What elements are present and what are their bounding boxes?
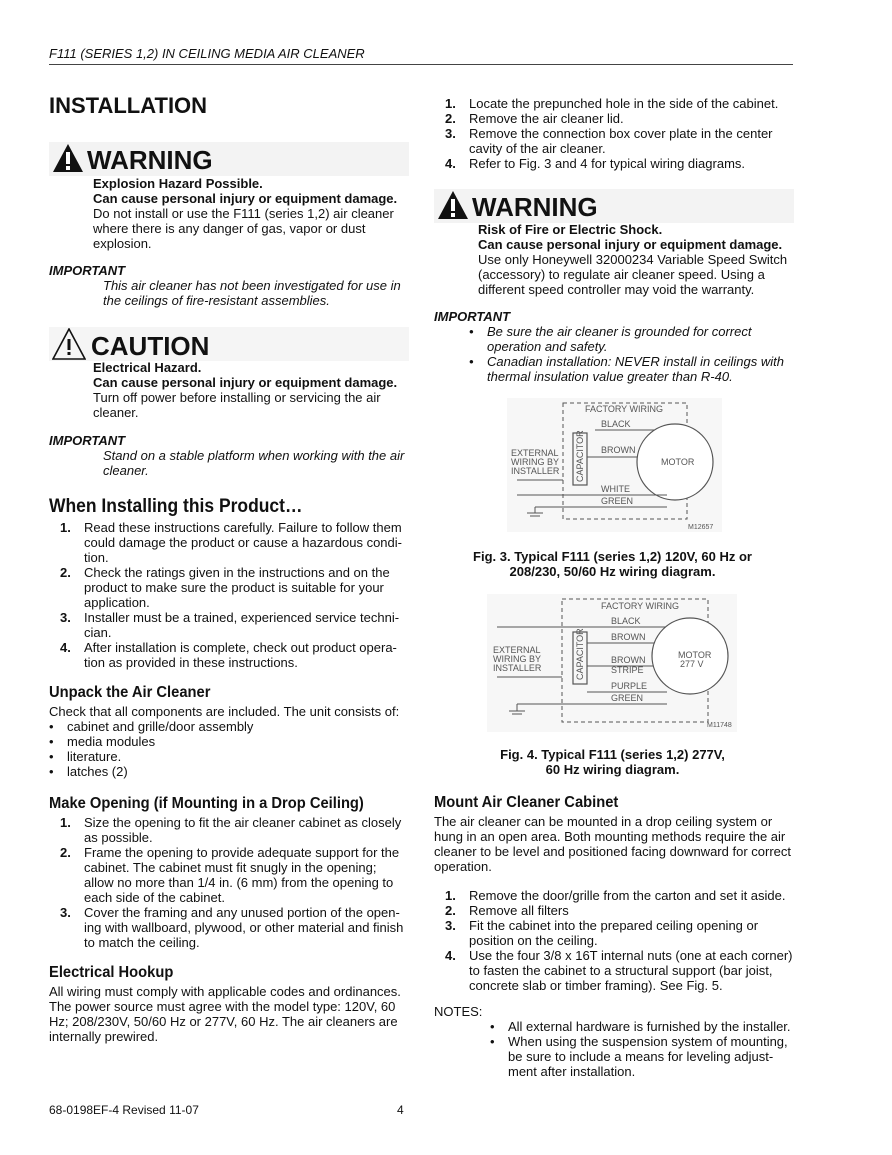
warning-explosion-text bbox=[93, 176, 411, 251]
warning-word: WARNING bbox=[472, 192, 598, 222]
warning-body: Do not install or use the F111 (series 1,2) air cleaner where there is any danger of gas, vapor or dust explosion. bbox=[93, 206, 394, 251]
mount-intro: The air cleaner can be mounted in a drop ceiling system or hung in an open area. Both mounting methods require the air cleaner to be level and positioned facing downward for correct operation. bbox=[434, 814, 791, 874]
caution-line1: Electrical Hazard. bbox=[93, 360, 202, 375]
list-item: 2. Remove the air cleaner lid. bbox=[445, 111, 624, 126]
list-item: 3. Remove the connection box cover plate in the center cavity of the air cleaner. bbox=[445, 126, 773, 156]
electrical-hookup-heading: Electrical Hookup bbox=[49, 964, 174, 981]
list-item: 4. Refer to Fig. 3 and 4 for typical wiring diagrams. bbox=[445, 156, 746, 171]
warning-line1: Explosion Hazard Possible. bbox=[93, 176, 263, 191]
fig3-ext-label-3: INSTALLER bbox=[511, 466, 560, 476]
caution-line2: Can cause personal injury or equipment damage. bbox=[93, 375, 398, 390]
fig3-brown-label: BROWN bbox=[601, 445, 636, 455]
fig3-white-label: WHITE bbox=[601, 484, 630, 494]
important-label-1: IMPORTANT bbox=[49, 263, 126, 278]
list-item: 4. After installation is complete, check out product opera-tion as provided in these instructions. bbox=[60, 640, 397, 670]
mount-steps-list bbox=[434, 888, 794, 993]
fig4-ext-label-1: EXTERNAL bbox=[493, 645, 541, 655]
warning-triangle-icon bbox=[437, 190, 469, 220]
caution-triangle-icon bbox=[52, 328, 86, 360]
list-item: 3. Fit the cabinet into the prepared ceiling opening or position on the ceiling. bbox=[445, 918, 759, 948]
unpack-heading: Unpack the Air Cleaner bbox=[49, 684, 211, 701]
fig4-ext-label-3: INSTALLER bbox=[493, 663, 542, 673]
fig4-brown-stripe-label-1: BROWN bbox=[611, 655, 646, 665]
warning-line2: Can cause personal injury or equipment damage. bbox=[478, 237, 783, 252]
unpack-intro: Check that all components are included. The unit consists of: bbox=[49, 704, 400, 719]
footer-doc-number: 68-0198EF-4 Revised 11-07 bbox=[49, 1103, 199, 1117]
mount-heading: Mount Air Cleaner Cabinet bbox=[434, 794, 619, 811]
fig3-motor-label: MOTOR bbox=[661, 457, 695, 467]
fig3-black-label: BLACK bbox=[601, 419, 631, 429]
list-item: 2. Check the ratings given in the instructions and on the product to make sure the product is suitable for your application. bbox=[60, 565, 390, 610]
fig4-code: M11748 bbox=[707, 722, 732, 729]
fig4-factory-label: FACTORY WIRING bbox=[601, 601, 680, 611]
notes-list bbox=[490, 1019, 795, 1079]
important-label-2: IMPORTANT bbox=[49, 433, 126, 448]
fig3-ext-label-1: EXTERNAL bbox=[511, 448, 559, 458]
warning-line1: Risk of Fire or Electric Shock. bbox=[478, 222, 663, 237]
running-header: F111 (SERIES 1,2) IN CEILING MEDIA AIR CLEANER bbox=[49, 46, 365, 61]
list-item: • All external hardware is furnished by the installer. bbox=[490, 1019, 795, 1034]
when-installing-heading: When Installing this Product… bbox=[49, 496, 303, 517]
fig3-caption-line1: Fig. 3. Typical F111 (series 1,2) 120V, 60 Hz or bbox=[473, 549, 752, 564]
warning-triangle-icon bbox=[52, 143, 84, 173]
fig4-ext-label-2: WIRING BY bbox=[493, 654, 542, 664]
fig4-caption-line2: 60 Hz wiring diagram. bbox=[545, 762, 680, 777]
warning-signal-explosion bbox=[49, 142, 409, 176]
make-opening-list bbox=[49, 815, 409, 950]
warning-body: Use only Honeywell 32000234 Variable Speed Switch (accessory) to regulate air cleaner speed. Using a different speed controller may void the warranty. bbox=[478, 252, 788, 297]
caution-word: CAUTION bbox=[91, 331, 210, 361]
list-item: • literature. bbox=[49, 749, 409, 764]
notes-label: NOTES: bbox=[434, 1004, 483, 1019]
important-text-1: This air cleaner has not been investigated for use in the ceilings of fire-resistant assemblies. bbox=[103, 278, 401, 308]
important-text-2: Stand on a stable platform when working with the air cleaner. bbox=[103, 448, 405, 478]
fig4-capacitor-label: CAPACITOR bbox=[575, 628, 585, 680]
unpack-list bbox=[49, 719, 409, 779]
list-item: 4. Use the four 3/8 x 16T internal nuts (one at each corner) to fasten the cabinet to a structural support (bar joist, concrete slab or timber framing). See Fig. 5. bbox=[445, 948, 793, 993]
when-installing-list bbox=[49, 520, 409, 670]
installation-title: INSTALLATION bbox=[49, 93, 208, 118]
fig3-caption-line2: 208/230, 50/60 Hz wiring diagram. bbox=[509, 564, 716, 579]
fig4-black-label: BLACK bbox=[611, 616, 641, 626]
list-item: 2. Frame the opening to provide adequate support for the cabinet. The cabinet must fit snugly in the opening; allow no more than 1/4 in. (6 mm) from the opening to each side of the cabinet. bbox=[60, 845, 400, 905]
warning-word: WARNING bbox=[87, 145, 213, 175]
list-item: 2. Remove all filters bbox=[445, 903, 569, 918]
list-item: • media modules bbox=[49, 734, 409, 749]
list-item: • Be sure the air cleaner is grounded for correct operation and safety. bbox=[469, 324, 789, 354]
list-item: • cabinet and grille/door assembly bbox=[49, 719, 409, 734]
wiring-steps-list bbox=[434, 96, 794, 171]
fig3-green-label: GREEN bbox=[601, 496, 634, 506]
list-item: 3. Cover the framing and any unused portion of the open-ing with wallboard, plywood, or other material and finish to match the ceiling. bbox=[60, 905, 404, 950]
fig4-motor-label-2: 277 V bbox=[680, 659, 704, 669]
important-label-3: IMPORTANT bbox=[434, 309, 511, 324]
important-list-3 bbox=[469, 324, 789, 384]
footer-page-number: 4 bbox=[397, 1103, 404, 1117]
list-item: • Canadian installation: NEVER install in ceilings with thermal insulation value greater than R-40. bbox=[469, 354, 789, 384]
fig4-caption-line1: Fig. 4. Typical F111 (series 1,2) 277V, bbox=[500, 747, 725, 762]
fig4-purple-label: PURPLE bbox=[611, 681, 648, 691]
fig3-wiring-diagram bbox=[507, 398, 722, 532]
fig4-caption bbox=[440, 747, 785, 777]
fig4-brown-label: BROWN bbox=[611, 632, 646, 642]
make-opening-heading: Make Opening (if Mounting in a Drop Ceiling) bbox=[49, 795, 364, 812]
fig3-caption bbox=[440, 549, 785, 579]
list-item: 1. Size the opening to fit the air cleaner cabinet as closely as possible. bbox=[60, 815, 402, 845]
electrical-hookup-text: All wiring must comply with applicable codes and ordinances. The power source must agree with the model type: 120V, 60 Hz; 208/230V, 50/60 Hz or 277V, 60 Hz. The air cleaners are internally prewired. bbox=[49, 984, 401, 1044]
warning-fire-text bbox=[478, 222, 796, 297]
warning-line2: Can cause personal injury or equipment damage. bbox=[93, 191, 398, 206]
list-item: 1. Remove the door/grille from the carton and set it aside. bbox=[445, 888, 786, 903]
header-rule bbox=[49, 64, 793, 65]
fig3-ext-label-2: WIRING BY bbox=[511, 457, 560, 467]
caution-signal bbox=[49, 327, 409, 361]
caution-body: Turn off power before installing or servicing the air cleaner. bbox=[93, 390, 381, 420]
list-item: 1. Locate the prepunched hole in the side of the cabinet. bbox=[445, 96, 779, 111]
fig4-brown-stripe-label-2: STRIPE bbox=[611, 665, 644, 675]
fig4-green-label: GREEN bbox=[611, 693, 644, 703]
caution-text bbox=[93, 360, 411, 420]
list-item: • When using the suspension system of mounting, be sure to include a means for leveling adjust-ment after installation. bbox=[490, 1034, 795, 1079]
fig4-wiring-diagram bbox=[487, 594, 737, 732]
warning-signal-fire bbox=[434, 189, 794, 223]
fig3-capacitor-label: CAPACITOR bbox=[575, 430, 585, 482]
fig3-code: M12657 bbox=[688, 524, 714, 531]
list-item: • latches (2) bbox=[49, 764, 409, 779]
list-item: 3. Installer must be a trained, experienced service techni-cian. bbox=[60, 610, 400, 640]
fig4-motor-label-1: MOTOR bbox=[678, 650, 712, 660]
list-item: 1. Read these instructions carefully. Failure to follow them could damage the product or cause a hazardous condi-tion. bbox=[60, 520, 402, 565]
fig3-factory-label: FACTORY WIRING bbox=[585, 404, 664, 414]
